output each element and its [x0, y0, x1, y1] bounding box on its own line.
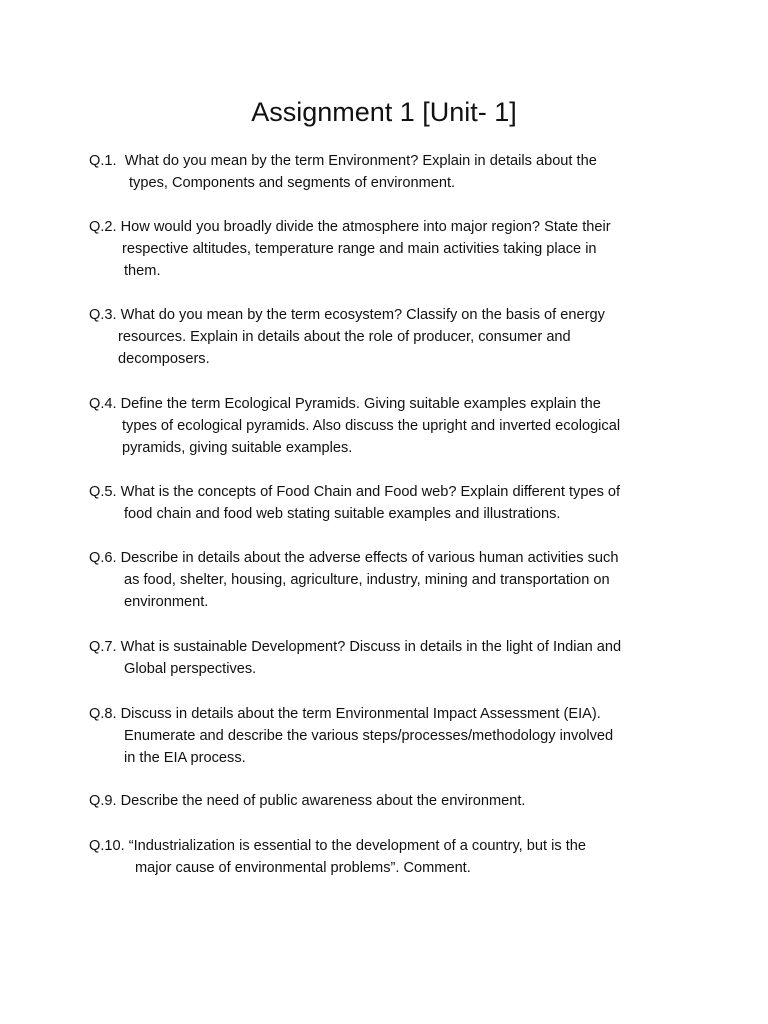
question-10-line-1: Q.10. “Industrialization is essential to the development of a country, but is the	[89, 838, 587, 854]
question-6-line-2: as food, shelter, housing, agriculture, industry, mining and transportation on	[124, 572, 610, 588]
question-1-line-1: Q.1. What do you mean by the term Environment? Explain in details about the	[89, 153, 597, 169]
question-4-line-3: pyramids, giving suitable examples.	[122, 440, 353, 456]
question-2	[89, 216, 679, 282]
question-5-line-1: Q.5. What is the concepts of Food Chain and Food web? Explain different types of	[89, 484, 621, 500]
question-9	[89, 790, 679, 812]
question-8-line-2: Enumerate and describe the various steps/processes/methodology involved	[124, 728, 614, 744]
question-8-line-1: Q.8. Discuss in details about the term Environmental Impact Assessment (EIA).	[89, 706, 601, 722]
question-6-line-1: Q.6. Describe in details about the adverse effects of various human activities such	[89, 550, 619, 566]
question-2-line-2: respective altitudes, temperature range and main activities taking place in	[122, 241, 597, 257]
question-6-line-3: environment.	[124, 594, 209, 610]
question-number: Q.6.	[89, 550, 117, 566]
question-9-line-1: Q.9. Describe the need of public awareness about the environment.	[89, 793, 526, 809]
question-number: Q.3.	[89, 307, 117, 323]
question-4-line-1: Q.4. Define the term Ecological Pyramids. Giving suitable examples explain the	[89, 396, 601, 412]
question-number: Q.8.	[89, 706, 117, 722]
page-title: Assignment 1 [Unit- 1]	[251, 97, 517, 127]
question-3-line-1: Q.3. What do you mean by the term ecosystem? Classify on the basis of energy	[89, 307, 605, 323]
question-10	[89, 835, 679, 879]
question-number: Q.2.	[89, 219, 117, 235]
question-8-line-3: in the EIA process.	[124, 750, 246, 766]
question-2-line-1: Q.2. How would you broadly divide the atmosphere into major region? State their	[89, 219, 611, 235]
question-3-line-2: resources. Explain in details about the role of producer, consumer and	[118, 329, 571, 345]
question-number: Q.9.	[89, 793, 117, 809]
question-number: Q.5.	[89, 484, 117, 500]
question-8	[89, 703, 679, 769]
question-4-line-2: types of ecological pyramids. Also discuss the upright and inverted ecological	[122, 418, 621, 434]
question-number: Q.7.	[89, 639, 117, 655]
question-3	[89, 304, 679, 370]
question-7	[89, 636, 679, 680]
question-2-line-3: them.	[124, 263, 161, 279]
question-number: Q.1.	[89, 153, 117, 169]
question-4	[89, 393, 679, 459]
question-7-line-1: Q.7. What is sustainable Development? Discuss in details in the light of Indian and	[89, 639, 622, 655]
question-number: Q.10.	[89, 838, 125, 854]
question-6	[89, 547, 679, 613]
question-5	[89, 481, 679, 525]
question-3-line-3: decomposers.	[118, 351, 210, 367]
question-1-line-2: types, Components and segments of environment.	[129, 175, 456, 191]
question-5-line-2: food chain and food web stating suitable examples and illustrations.	[124, 506, 561, 522]
question-1	[89, 150, 679, 194]
question-10-line-2: major cause of environmental problems”. Comment.	[135, 860, 471, 876]
question-7-line-2: Global perspectives.	[124, 661, 257, 677]
question-number: Q.4.	[89, 396, 117, 412]
